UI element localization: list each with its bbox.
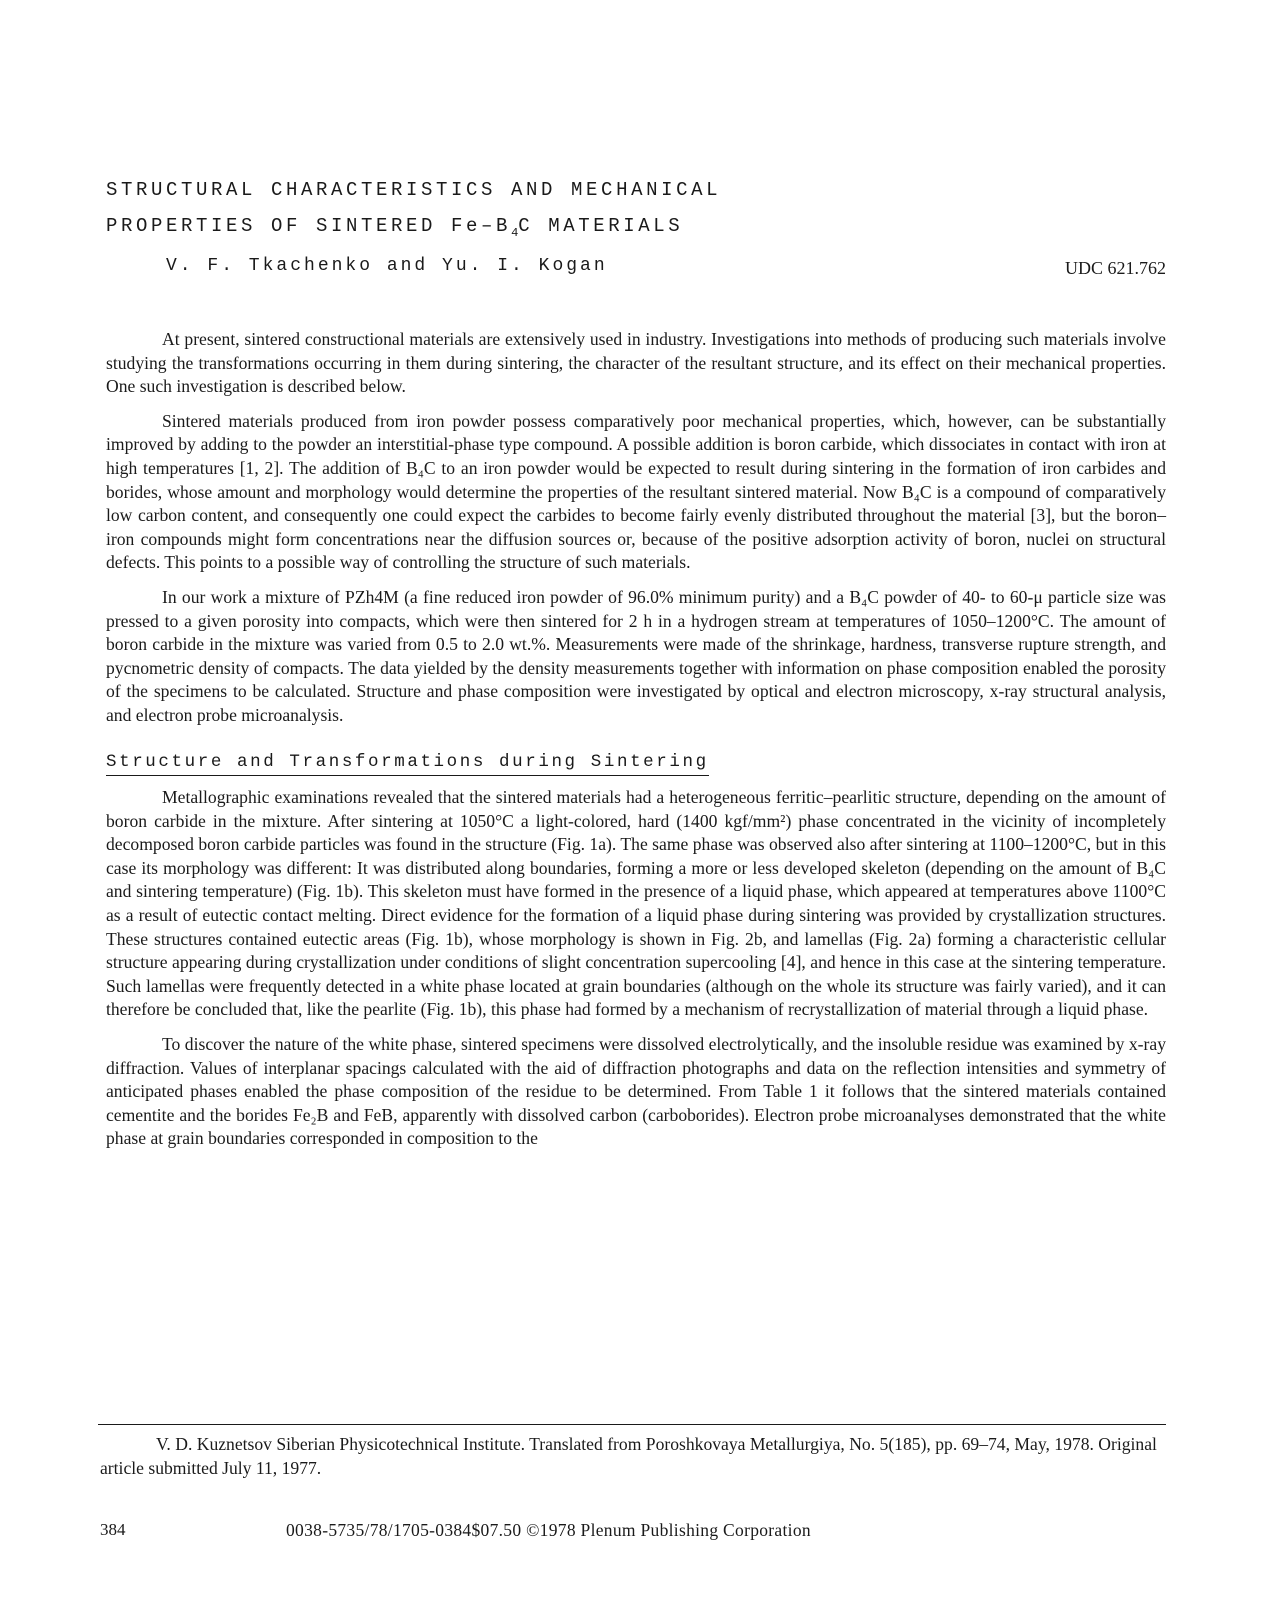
paragraph-3: In our work a mixture of PZh4M (a fine reduced iron powder of 96.0% minimum purity) and a B₄C powder of 40- to 60-μ particle size was pressed to a given porosity into compacts, which were then sintered for 2 h in a hydrogen stream at temperatures of 1050–1200°C. The amount of boron carbide in the mixture was varied from 0.5 to 2.0 wt.%. Measurements were made of the shrinkage, hardness, transverse rupture strength, and pycnometric density of compacts. The data yielded by the density measurements together with information on phase composition enabled the porosity of the specimens to be calculated. Structure and phase composition were investigated by optical and electron microscopy, x-ray structural analysis, and electron probe microanalysis.: [106, 586, 1166, 725]
title-line-1: STRUCTURAL CHARACTERISTICS AND MECHANICAL: [106, 179, 722, 201]
title-line-2: [106, 208, 1166, 251]
authors: V. F. Tkachenko and Yu. I. Kogan: [166, 256, 608, 276]
footnote-text: V. D. Kuznetsov Siberian Physicotechnical Institute. Translated from Poroshkovaya Metallurgiya, No. 5(185), pp. 69–74, May, 1978. Original article submitted July 11, 1977.: [100, 1434, 1157, 1478]
paragraph-2: Sintered materials produced from iron powder possess comparatively poor mechanical properties, which, however, can be substantially improved by adding to the powder an interstitial-phase type compound. A possible addition is boron carbide, which dissociates in contact with iron at high temperatures [1, 2]. The addition of B₄C to an iron powder would be expected to result during sintering in the formation of iron carbides and borides, whose amount and morphology would determine the properties of the resultant sintered material. Now B₄C is a compound of comparatively low carbon content, and consequently one could expect the carbides to become fairly evenly distributed throughout the material [3], but the boron–iron compounds might form concentrations near the diffusion sources or, because of the positive adsorption activity of boron, nuclei on structural defects. This points to a possible way of controlling the structure of such materials.: [106, 410, 1166, 573]
article-title: [106, 172, 1166, 251]
title-subscript: 4: [511, 225, 519, 240]
title-line-2-start: PROPERTIES OF SINTERED Fe–B: [106, 215, 512, 237]
title-line-2-end: C MATERIALS: [518, 215, 684, 237]
section-heading: Structure and Transformations during Sintering: [106, 751, 709, 777]
paragraph-5: To discover the nature of the white phase, sintered specimens were dissolved electrolytically, and the insoluble residue was examined by x-ray diffraction. Values of interplanar spacings calculated with the aid of diffraction photographs and data on the reflection intensities and symmetry of anticipated phases enabled the phase composition of the residue to be determined. From Table 1 it follows that the sintered materials contained cementite and the borides Fe₂B and FeB, apparently with dissolved carbon (carboborides). Electron probe microanalyses demonstrated that the white phase at grain boundaries corresponded in composition to the: [106, 1034, 1166, 1149]
author-row: [166, 256, 1166, 286]
page-number: 384: [100, 1520, 126, 1539]
copyright-line: 0038-5735/78/1705-0384$07.50 ©1978 Plenum Publishing Corporation: [286, 1520, 811, 1540]
udc-code: UDC 621.762: [1064, 258, 1166, 278]
footnote: [100, 1432, 1166, 1480]
footnote-divider: [98, 1424, 1166, 1425]
paragraph-1: At present, sintered constructional materials are extensively used in industry. Investigations into methods of producing such materials involve studying the transformations occurring in them during sintering, the character of the resultant structure, and its effect on their mechanical properties. One such investigation is described below.: [106, 329, 1166, 397]
article-body: [106, 328, 1166, 1162]
paragraph-4: Metallographic examinations revealed that the sintered materials had a heterogeneous ferritic–pearlitic structure, depending on the amount of boron carbide in the mixture. After sintering at 1050°C a light-colored, hard (1400 kgf/mm²) phase concentrated in the vicinity of incompletely decomposed boron carbide particles was found in the structure (Fig. 1a). The same phase was observed also after sintering at 1100–1200°C, but in this case its morphology was different: It was distributed along boundaries, forming a more or less developed skeleton (depending on the amount of B₄C and sintering temperature) (Fig. 1b). This skeleton must have formed in the presence of a liquid phase, which appeared at temperatures above 1100°C as a result of eutectic contact melting. Direct evidence for the formation of a liquid phase during sintering was provided by crystallization structures. These structures contained eutectic areas (Fig. 1b), whose morphology is shown in Fig. 2b, and lamellas (Fig. 2a) forming a characteristic cellular structure appearing during crystallization under conditions of slight concentration supercooling [4], and hence in this case at the sintering temperature. Such lamellas were frequently detected in a white phase located at grain boundaries (although on the whole its structure was fairly varied), and it can therefore be concluded that, like the pearlite (Fig. 1b), this phase had formed by a mechanism of recrystallization of material through a liquid phase.: [106, 787, 1166, 1020]
